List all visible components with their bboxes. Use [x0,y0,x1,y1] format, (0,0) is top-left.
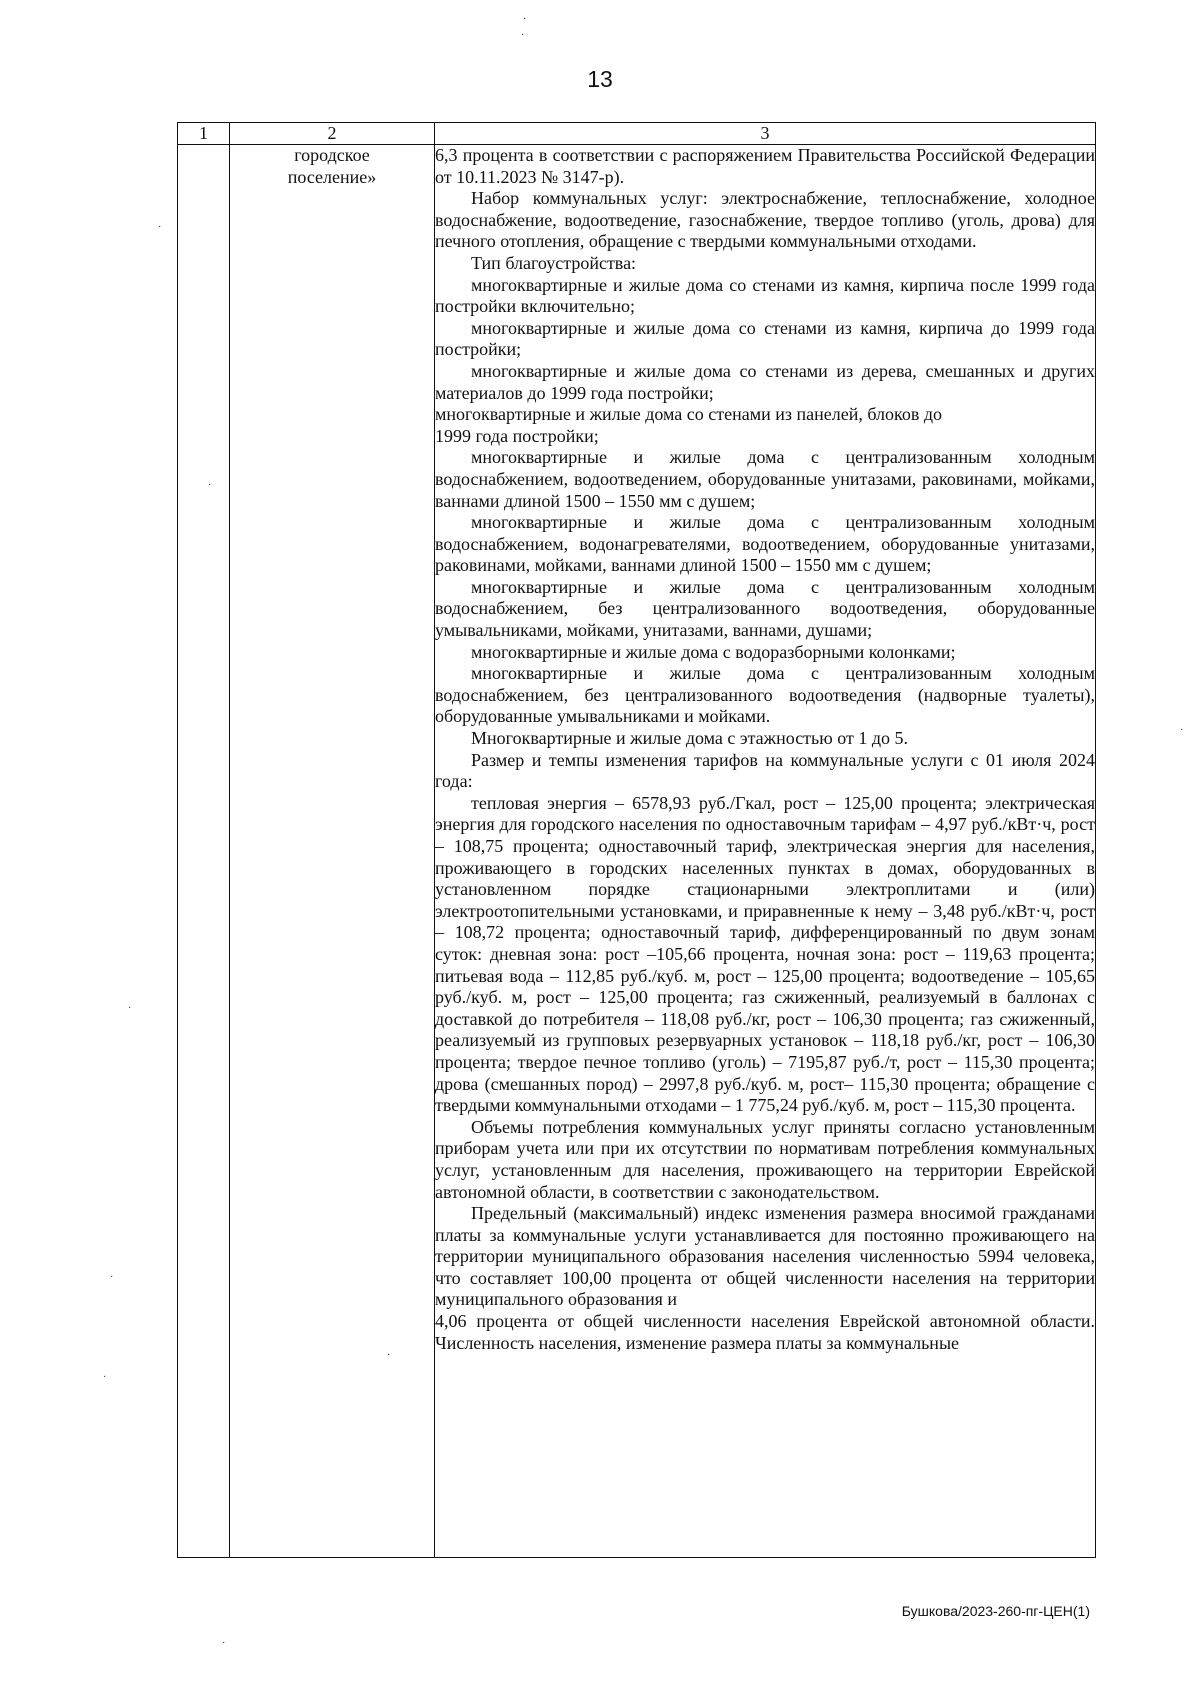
scan-mark: · [128,1003,132,1014]
description-paragraph: многоквартирные и жилые дома со стенами из камня, кирпича после 1999 года постройки включительно; [435,274,1095,317]
description-paragraph: многоквартирные и жилые дома со стенами из камня, кирпича до 1999 года постройки; [435,317,1095,360]
municipality-name-line: городское [294,145,370,165]
description-paragraph: многоквартирные и жилые дома с централизованным холодным водоснабжением, без централизованного водоотведения, оборудованные умывальниками, мойками, унитазами, ваннами, душами; [435,576,1095,641]
description-paragraph: многоквартирные и жилые дома со стенами из панелей, блоков до [435,404,943,425]
description-paragraph: многоквартирные и жилые дома с водоразборными колонками; [471,641,956,662]
column-header-1: 1 [178,123,230,145]
column-1-cell [178,145,230,1558]
column-header-3: 3 [435,123,1096,145]
description-paragraph: многоквартирные и жилые дома с централизованным холодным водоснабжением, водоотведением, оборудованные унитазами, раковинами, мойками, ваннами длиной 1500 – 1550 мм с душем; [435,447,1095,511]
scan-mark: · [110,1272,114,1283]
scan-mark: · [208,480,212,491]
description-cell [435,145,1096,1558]
table-header-row [178,123,1096,145]
table-row [178,145,1096,1558]
description-paragraph: многоквартирные и жилые дома со стенами из дерева, смешанных и других материалов до 1999 года постройки; [435,360,1095,403]
description-paragraph: многоквартирные и жилые дома с централизованным холодным водоснабжением, водонагревателями, водоотведением, оборудованные унитазами, раковинами, мойками, ваннами длиной 1500 – 1550 мм с душем; [435,512,1095,576]
description-paragraph: 6,3 процента в соответствии с распоряжением Правительства Российской Федерации от 10.11.2023 № 3147-р). [435,145,1095,187]
description-paragraph: Размер и темпы изменения тарифов на коммунальные услуги с 01 июля 2024 года: [435,749,1095,792]
description-paragraph: многоквартирные и жилые дома с централизованным холодным водоснабжением, без централизованного водоотведения (надворные туалеты), оборудованные умывальниками и мойками. [435,663,1095,727]
municipality-name-line: поселение» [287,166,377,187]
municipality-name-cell [230,145,435,1558]
description-paragraph: Набор коммунальных услуг: электроснабжение, теплоснабжение, холодное водоснабжение, водоотведение, газоснабжение, твердое топливо (уголь, дрова) для печного отопления, обращение с твердыми коммунальными отходами. [435,188,1095,252]
page-number: 13 [587,66,613,92]
description-paragraph: 4,06 процента от общей численности населения Еврейской автономной области. Численность населения, изменение размера платы за коммунальные [435,1311,1095,1353]
description-paragraph: Предельный (максимальный) индекс изменения размера вносимой гражданами платы за коммунальные услуги устанавливается для постоянно проживающего на территории муниципального образования населения численностью 5994 человека, что составляет 100,00 процента от общей численности населения на территории муниципального образования и [435,1203,1095,1310]
scan-mark: · [521,30,525,41]
description-paragraph: тепловая энергия – 6578,93 руб./Гкал, рост – 125,00 процента; электрическая энергия для городского населения по одноставочным тарифам – 4,97 руб./кВт·ч, рост – 108,75 процента; одноставочный тариф, электрическая энергия для населения, проживающего в городских населенных пунктах в домах, оборудованных в установленном порядке стационарными электроплитами и (или) электроотопительными установками, и приравненные к нему – 3,48 руб./кВт·ч, рост – 108,72 процента; одноставочный тариф, дифференцированный по двум зонам суток: дневная зона: рост –105,66 процента, ночная зона: рост – 119,63 процента; питьевая вода – 112,85 руб./куб. м, рост – 125,00 процента; водоотведение – 105,65 руб./куб. м, рост – 125,00 процента; газ сжиженный, реализуемый в баллонах с доставкой до потребителя – 118,08 руб./кг, рост – 106,30 процента; газ сжиженный, реализуемый из групповых резервуарных установок – 118,18 руб./кг, рост – 106,30 процента; твердое печное топливо (уголь) – 7195,87 руб./т, рост – 115,30 процента; дрова (смешанных пород) – 2997,8 руб./куб. м, рост– 115,30 процента; обращение с твердыми коммунальными отходами – 1 775,24 руб./куб. м, рост – 115,30 процента. [435,792,1095,1116]
scan-mark: · [1180,725,1184,736]
scan-mark: · [387,1350,391,1361]
document-reference: Бушкова/2023-260-пг-ЦЕН(1) [901,1603,1090,1619]
description-paragraph: 1999 года постройки; [435,425,599,446]
description-paragraph: Объемы потребления коммунальных услуг приняты согласно установленным приборам учета или при их отсутствии по нормативам потребления коммунальных услуг, установленным для населения, проживающего на территории Еврейской автономной области, в соответствии с законодательством. [435,1116,1095,1202]
column-header-2: 2 [230,123,435,145]
tariff-table [177,122,1096,1558]
scan-mark: · [222,1638,226,1649]
scan-mark: · [523,14,527,25]
description-paragraph: Тип благоустройства: [471,252,637,273]
scan-mark: · [103,1372,107,1383]
scan-mark: · [158,222,162,233]
description-paragraph: Многоквартирные и жилые дома с этажностью от 1 до 5. [471,728,908,749]
